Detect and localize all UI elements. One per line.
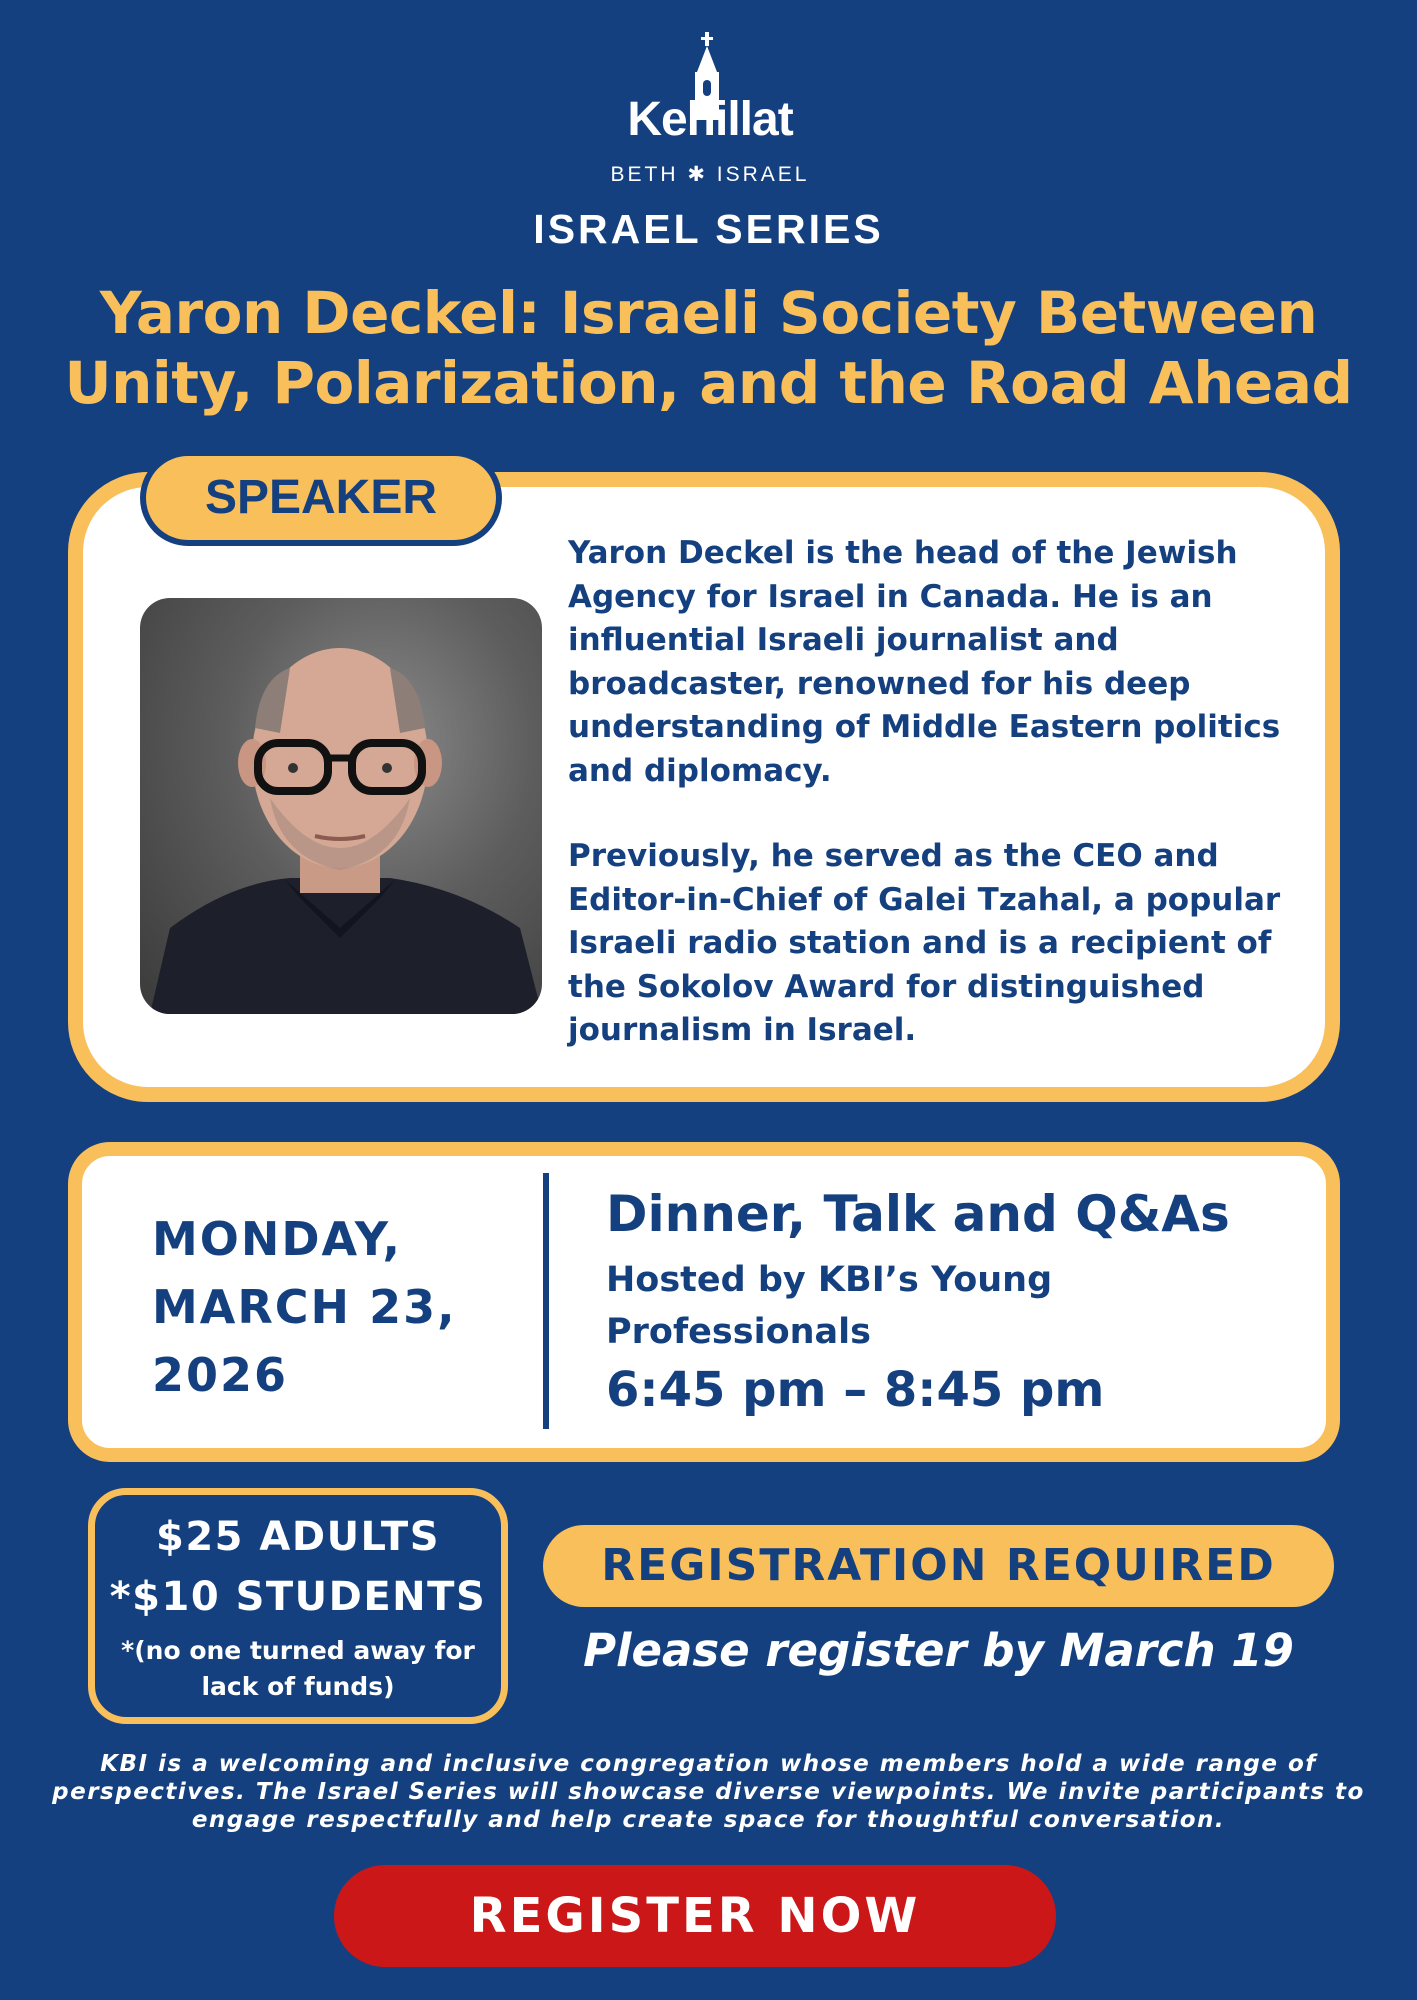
speaker-bio xyxy=(568,532,1328,1095)
speaker-photo xyxy=(140,598,542,1014)
series-label: ISRAEL SERIES xyxy=(533,206,884,252)
pricing-box xyxy=(88,1488,508,1724)
event-date xyxy=(152,1205,532,1409)
bio-paragraph: Yaron Deckel is the head of the Jewish Agency for Israel in Canada. He is an influential Israeli journalist and broadcaster, renowned for his deep understanding of Middle Eastern politics and diplomacy. xyxy=(568,535,1281,789)
registration-required-badge: REGISTRATION REQUIRED xyxy=(543,1525,1334,1607)
event-host: Hosted by KBI’s Young Professionals xyxy=(606,1260,1053,1352)
price-note: *(no one turned away for lack of funds) xyxy=(121,1636,475,1701)
logo-wordmark: Kehillat xyxy=(627,93,793,146)
register-now-button[interactable]: REGISTER NOW xyxy=(334,1865,1056,1967)
inclusivity-statement: KBI is a welcoming and inclusive congregation whose members hold a wide range of perspectives. The Israel Series will showcase diverse viewpoints. We invite participants to engage respectfully and help create space for thoughtful conversation. xyxy=(52,1751,1365,1833)
event-date-line: MONDAY, xyxy=(152,1212,402,1266)
event-date-line: MARCH 23, xyxy=(152,1280,457,1334)
speaker-tab: SPEAKER xyxy=(140,450,502,546)
event-type: Dinner, Talk and Q&As xyxy=(606,1185,1230,1243)
event-title: Yaron Deckel: Israeli Society Between Unity, Polarization, and the Road Ahead xyxy=(64,279,1353,417)
registration-deadline: Please register by March 19 xyxy=(583,1624,1294,1677)
event-date-line: 2026 xyxy=(152,1348,289,1402)
price-students: *$10 STUDENTS xyxy=(109,1574,487,1620)
event-time: 6:45 pm – 8:45 pm xyxy=(606,1362,1105,1418)
event-divider xyxy=(543,1173,549,1429)
logo-subtitle: BETH ✱ ISRAEL xyxy=(610,163,810,186)
price-adults: $25 ADULTS xyxy=(155,1514,441,1560)
org-logo xyxy=(560,30,860,186)
bio-paragraph: Previously, he served as the CEO and Editor-in-Chief of Galei Tzahal, a popular Israeli radio station and is a recipient of the Sokolov Award for distinguished journalism in Israel. xyxy=(568,838,1281,1048)
